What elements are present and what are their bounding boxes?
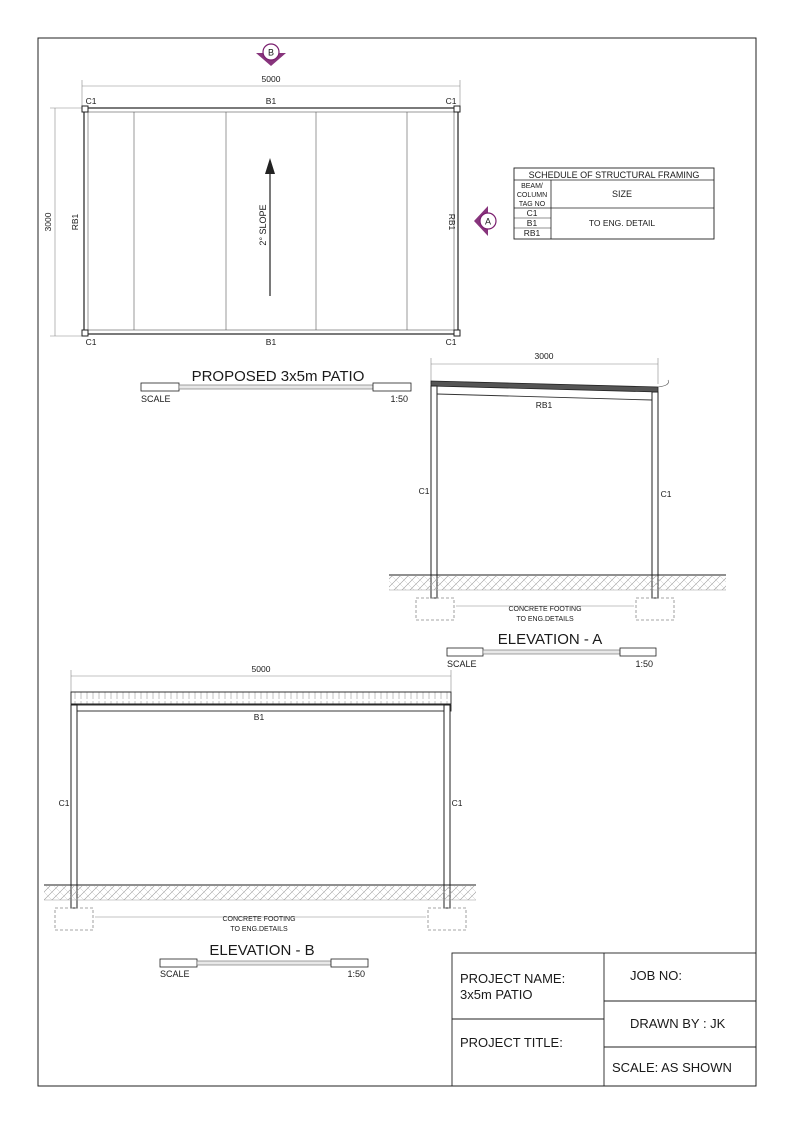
- schedule-col1-header-line2: COLUMN: [516, 192, 548, 199]
- sheet-border: [38, 38, 756, 1086]
- elevation-a-rafter-label: RB1: [535, 400, 553, 410]
- plan-title: PROPOSED 3x5m PATIO: [191, 368, 365, 385]
- plan-scale-value: 1:50: [390, 394, 408, 404]
- elevation-b-scale-value: 1:50: [347, 969, 365, 979]
- plan-column-tag-bottom-left: C1: [85, 337, 97, 347]
- plan-frame: [84, 108, 458, 334]
- plan-width-dimension: 5000: [261, 74, 281, 84]
- elevation-b-footing-left: [55, 908, 93, 930]
- elevation-a-title: ELEVATION - A: [497, 631, 603, 648]
- section-marker-b: [256, 44, 286, 66]
- schedule-tag-b1: B1: [526, 218, 538, 228]
- drawn-by: DRAWN BY : JK: [630, 1016, 726, 1031]
- schedule-col1-header-line1: BEAM/: [521, 183, 543, 190]
- section-marker-b-label: B: [267, 47, 275, 58]
- elevation-a-column-right: [652, 392, 658, 598]
- elevation-a-footing-left: [416, 598, 454, 620]
- elevation-b-column-left: [71, 705, 77, 908]
- elevation-b-footing-note-line1: CONCRETE FOOTING: [222, 916, 296, 923]
- schedule-title: SCHEDULE OF STRUCTURAL FRAMING: [528, 170, 700, 180]
- schedule-col1-header-line3: TAG NO: [518, 201, 546, 208]
- elevation-a-column-left: [431, 386, 437, 598]
- elevation-b-column-left-label: C1: [58, 798, 70, 808]
- plan-rafter-right-label: RB1: [447, 213, 457, 231]
- elevation-b-footing-note-line2: TO ENG.DETAILS: [230, 926, 288, 933]
- plan-view: [43, 44, 496, 404]
- elevation-b-roof: [71, 692, 451, 704]
- elevation-b-ground: [44, 886, 476, 900]
- title-block-scale: SCALE: AS SHOWN: [612, 1060, 732, 1075]
- plan-scale-label: SCALE: [141, 394, 171, 404]
- schedule-col2-header: SIZE: [611, 189, 633, 199]
- structural-schedule-table: [514, 168, 714, 239]
- elevation-a: [389, 351, 726, 669]
- job-number: JOB NO:: [630, 968, 683, 983]
- schedule-tag-c1: C1: [526, 208, 538, 218]
- elevation-a-column-left-label: C1: [418, 486, 430, 496]
- plan-rafter-left-label: RB1: [70, 213, 80, 231]
- elevation-a-footing-right: [636, 598, 674, 620]
- elevation-a-scale-value: 1:50: [635, 659, 653, 669]
- elevation-a-scale-bar: [447, 648, 656, 656]
- elevation-a-footing-note-line1: CONCRETE FOOTING: [508, 606, 582, 613]
- elevation-b-footing-right: [428, 908, 466, 930]
- plan-beam-bottom-label: B1: [265, 337, 277, 347]
- elevation-b-beam-label: B1: [253, 712, 265, 722]
- plan-depth-dimension: 3000: [43, 212, 53, 232]
- elevation-a-roof: [431, 381, 658, 392]
- project-title-label: PROJECT TITLE:: [460, 1035, 563, 1050]
- plan-column-tag-top-left: C1: [85, 96, 97, 106]
- plan-column-tag-bottom-right: C1: [445, 337, 457, 347]
- project-name-label: PROJECT NAME:: [460, 971, 566, 986]
- elevation-a-ground: [389, 576, 726, 590]
- plan-beam-top-label: B1: [265, 96, 277, 106]
- elevation-b-width-dimension: 5000: [251, 664, 271, 674]
- slope-label: 2° SLOPE: [258, 204, 268, 246]
- schedule-size-value: TO ENG. DETAIL: [588, 218, 656, 228]
- elevation-b-column-right-label: C1: [451, 798, 463, 808]
- schedule-tag-rb1: RB1: [523, 228, 541, 238]
- elevation-b-scale-bar: [160, 959, 368, 967]
- elevation-a-footing-note-line2: TO ENG.DETAILS: [516, 616, 574, 623]
- elevation-marker-a: [474, 206, 496, 236]
- elevation-marker-a-label: A: [484, 216, 492, 227]
- elevation-b-column-right: [444, 705, 450, 908]
- elevation-b-title: ELEVATION - B: [209, 942, 315, 959]
- elevation-b-scale-label: SCALE: [160, 969, 190, 979]
- project-name-value: 3x5m PATIO: [460, 987, 533, 1002]
- title-block: [452, 953, 756, 1086]
- elevation-a-column-right-label: C1: [660, 489, 672, 499]
- elevation-a-width-dimension: 3000: [534, 351, 554, 361]
- elevation-b-beam: [71, 705, 451, 711]
- elevation-b: [44, 664, 476, 979]
- plan-column-tag-top-right: C1: [445, 96, 457, 106]
- elevation-a-scale-label: SCALE: [447, 659, 477, 669]
